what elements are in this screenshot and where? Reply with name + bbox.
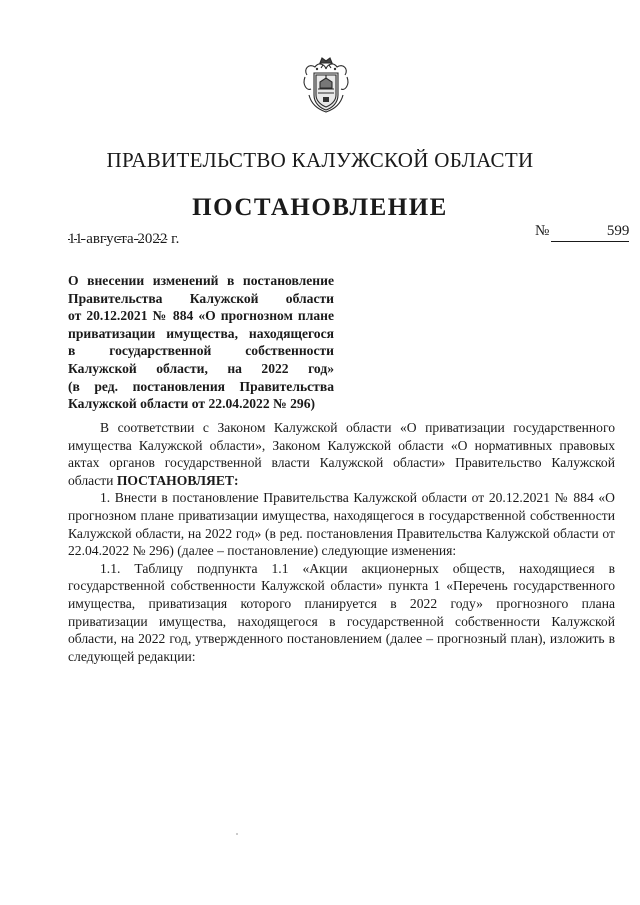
number-label: № [535, 223, 550, 239]
document-body [68, 419, 615, 665]
document-number [535, 223, 629, 242]
document-type-title: ПОСТАНОВЛЕНИЕ [192, 194, 448, 221]
resolves-keyword: ПОСТАНОВЛЯЕТ: [116, 472, 239, 488]
body-paragraph-preamble [68, 419, 615, 489]
subject-line: приватизации имущества, находящегося [68, 325, 334, 341]
scan-speck [236, 833, 238, 835]
coat-of-arms-emblem [301, 55, 351, 115]
document-date [68, 231, 179, 248]
body-paragraph-item-1-1: 1.1. Таблицу подпункта 1.1 «Акции акционерных обществ, находящиеся в государственной собственности Калужской области» пункта 1 «Перечень государственного имущества, приватизация которого планируется в 2022 году» прогнозного плана приватизации имущества, находящегося в государственной собственности Калужской области, на 2022 год, утвержденного постановлением (далее – прогнозный план), изложить в следующей редакции: [68, 560, 615, 664]
subject-line: в государственной собственности [68, 343, 334, 359]
document-subject [68, 272, 334, 413]
body-paragraph-item-1: 1. Внести в постановление Правительства Калужской области от 20.12.2021 № 884 «О прогнозном плане приватизации имущества, находящегося в государственной собственности Калужской области, на 2022 год» (в ред. постановления Правительства Калужской области от 22.04.2022 № 296) (далее – постановление) следующие изменения: [68, 490, 615, 559]
number-value: 599 [551, 223, 629, 242]
preamble-text: В соответствии с Законом Калужской области «О приватизации государственного имущества Калужской области», Законом Калужской области «О нормативных правовых актах органов государственной власти Калужской области» Правительство Калужской области [68, 420, 615, 488]
subject-line: Калужской области, на 2022 год» [68, 360, 334, 376]
subject-line: Калужской области от 22.04.2022 № 296) [68, 396, 316, 412]
government-title: ПРАВИТЕЛЬСТВО КАЛУЖСКОЙ ОБЛАСТИ [106, 148, 534, 172]
date-value: 11 августа 2022 [68, 231, 168, 247]
subject-line: Правительства Калужской области [68, 290, 334, 306]
subject-line: (в ред. постановления Правительства [68, 378, 334, 394]
subject-line: от 20.12.2021 № 884 «О прогнозном плане [68, 308, 334, 324]
date-suffix: г. [167, 231, 180, 247]
subject-line: О внесении изменений в постановление [68, 273, 334, 288]
